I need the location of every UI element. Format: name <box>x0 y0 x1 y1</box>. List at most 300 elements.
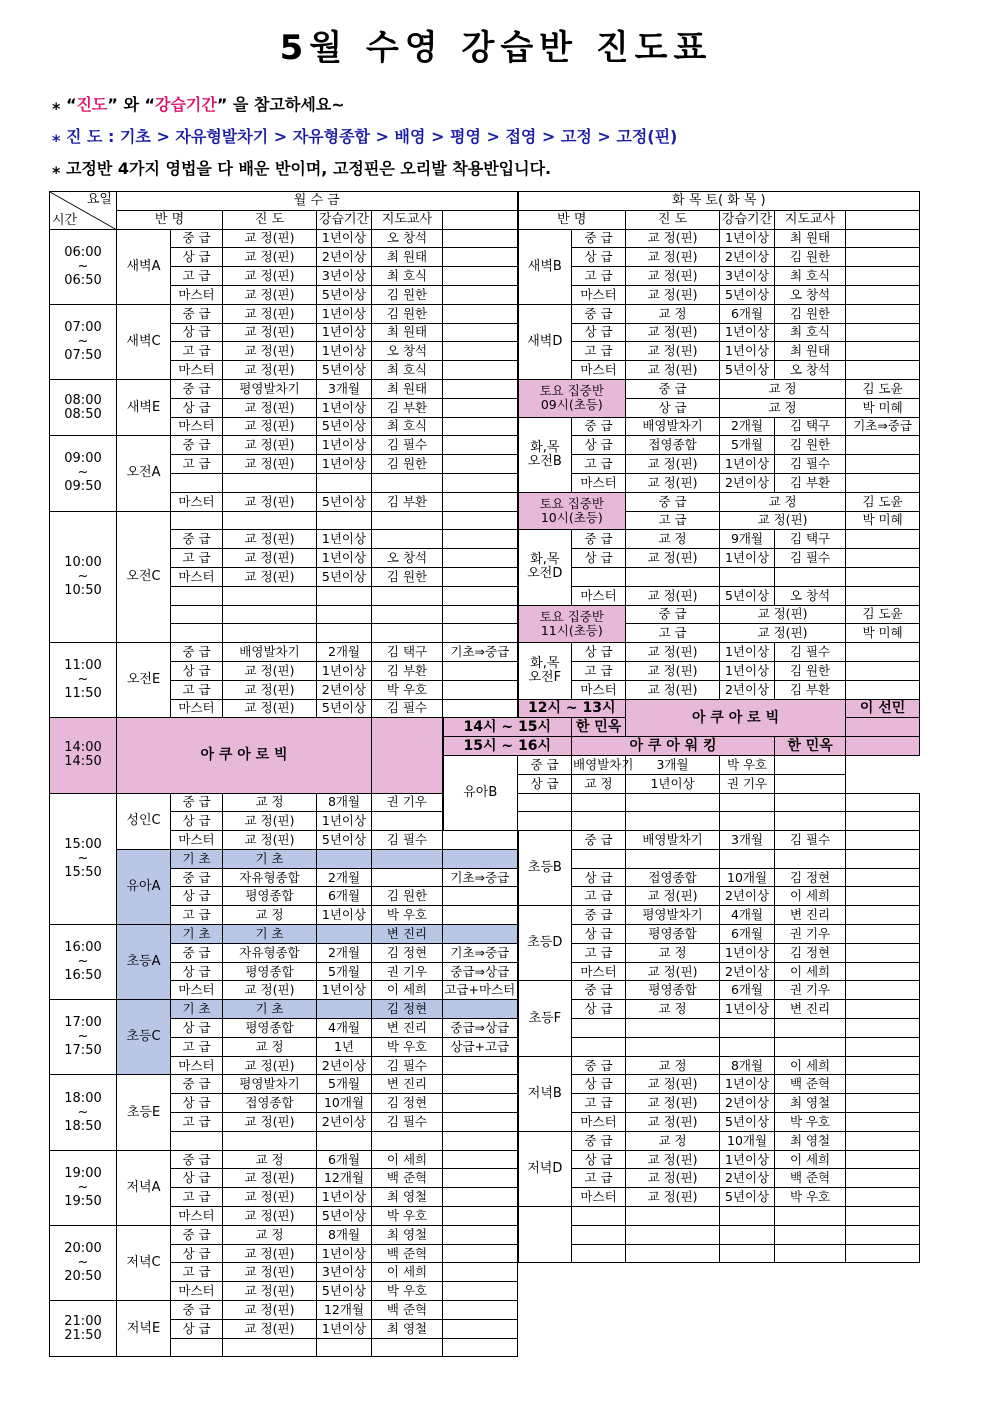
aqua-teacher: 한 민옥 <box>775 737 846 756</box>
class-name: 저녁A <box>117 1150 171 1225</box>
table-row <box>50 1019 920 1038</box>
teacher-cell: 김 정현 <box>372 1094 443 1113</box>
note-cell <box>846 643 920 662</box>
teacher-cell: 최 호식 <box>372 417 443 436</box>
progress-cell: 교 정(핀) <box>626 586 720 605</box>
level-cell: 마스터 <box>572 473 626 492</box>
note-cell <box>846 1094 920 1113</box>
level-cell: 상 급 <box>626 398 720 417</box>
aqua-program: 아 쿠 아 로 빅 <box>626 699 846 737</box>
note-cell <box>518 812 572 831</box>
progress-cell: 교 정(핀) <box>626 229 720 248</box>
level-cell: 기 초 <box>171 849 223 868</box>
period-cell <box>317 849 372 868</box>
progress-cell: 교 정(핀) <box>626 267 720 286</box>
level-cell: 상 급 <box>572 248 626 267</box>
period-cell: 1년이상 <box>317 1244 372 1263</box>
period-cell: 10개월 <box>720 868 775 887</box>
teacher-cell: 최 영철 <box>775 1094 846 1113</box>
teacher-cell: 박 미혜 <box>846 624 920 643</box>
table-row <box>50 511 920 530</box>
level-cell: 고 급 <box>171 1188 223 1207</box>
level-cell: 고 급 <box>171 906 223 925</box>
note-cell <box>443 285 518 304</box>
note-cell <box>443 549 518 568</box>
level-cell: 상 급 <box>171 1019 223 1038</box>
time-label: 시간 <box>52 212 78 228</box>
class-name <box>518 1207 572 1263</box>
teacher-cell: 백 준혁 <box>775 1075 846 1094</box>
note-1-mid: ” 와 “ <box>107 95 156 114</box>
progress-cell <box>223 1338 317 1357</box>
period-cell: 5년이상 <box>720 285 775 304</box>
col-progress-header: 진 도 <box>626 210 720 229</box>
table-row <box>50 1094 920 1113</box>
note-cell <box>443 605 518 624</box>
progress-cell: 교 정(핀) <box>626 1075 720 1094</box>
note-cell <box>846 586 920 605</box>
level-cell: 상 급 <box>171 887 223 906</box>
period-cell: 1년이상 <box>317 549 372 568</box>
period-cell: 2년이상 <box>317 680 372 699</box>
teacher-cell: 김 도윤 <box>846 379 920 398</box>
level-cell: 고 급 <box>572 887 626 906</box>
period-cell <box>317 511 372 530</box>
period-cell: 2년이상 <box>720 887 775 906</box>
table-row <box>50 1075 920 1094</box>
weekend-class: 토요 집중반 11시(초등) <box>518 605 626 643</box>
teacher-cell: 김 정현 <box>775 943 846 962</box>
period-cell <box>720 1207 775 1226</box>
period-cell: 5년이상 <box>317 699 372 718</box>
period-cell: 8개월 <box>720 1056 775 1075</box>
period-cell: 3년이상 <box>720 267 775 286</box>
period-cell: 1년이상 <box>720 943 775 962</box>
note-cell <box>846 1225 920 1244</box>
teacher-cell <box>775 1019 846 1038</box>
teacher-cell: 김 도윤 <box>846 492 920 511</box>
note-cell <box>443 1000 518 1019</box>
teacher-cell: 오 창석 <box>372 342 443 361</box>
progress-cell: 교 정 <box>223 906 317 925</box>
class-name: 화,목 오전D <box>518 530 572 605</box>
time-slot: 21:00 21:50 <box>50 1301 117 1357</box>
teacher-cell <box>372 1338 443 1357</box>
level-cell: 중 급 <box>572 417 626 436</box>
time-slot: 11:00 ~ 11:50 <box>50 643 117 718</box>
progress-cell: 교 정(핀) <box>720 605 846 624</box>
period-cell: 1년이상 <box>317 981 372 1000</box>
progress-cell: 교 정 <box>720 398 846 417</box>
level-cell: 중 급 <box>572 229 626 248</box>
day-label: 요일 <box>86 192 112 207</box>
table-row <box>50 699 920 718</box>
period-cell: 5년이상 <box>720 361 775 380</box>
note-cell <box>443 530 518 549</box>
period-cell: 9개월 <box>720 530 775 549</box>
teacher-cell <box>775 567 846 586</box>
level-cell: 중 급 <box>171 1075 223 1094</box>
period-cell: 10개월 <box>720 1131 775 1150</box>
level-cell: 마스터 <box>171 981 223 1000</box>
level-cell: 마스터 <box>171 699 223 718</box>
note-cell <box>443 849 518 868</box>
period-cell: 1년이상 <box>317 906 372 925</box>
level-cell: 마스터 <box>572 361 626 380</box>
level-cell: 고 급 <box>171 680 223 699</box>
period-cell: 1년이상 <box>720 1075 775 1094</box>
level-cell: 중 급 <box>572 1056 626 1075</box>
note-2: ⁎ 진 도 : 기초 > 자유형발차기 > 자유형종합 > 배영 > 평영 > 접영 > 고정 > 고정(핀) <box>52 127 678 146</box>
table-row <box>50 943 920 962</box>
level-cell: 중 급 <box>572 304 626 323</box>
class-name: 초등A <box>117 925 171 1000</box>
teacher-cell: 오 창석 <box>372 229 443 248</box>
level-cell: 상 급 <box>171 248 223 267</box>
note-cell <box>443 1338 518 1357</box>
level-cell: 중 급 <box>171 943 223 962</box>
period-cell: 6개월 <box>720 304 775 323</box>
period-cell <box>317 1131 372 1150</box>
note-cell <box>443 887 518 906</box>
level-cell: 고 급 <box>572 1094 626 1113</box>
teacher-cell: 최 원태 <box>775 342 846 361</box>
period-cell <box>317 925 372 944</box>
level-cell <box>572 812 626 831</box>
period-cell: 1년이상 <box>720 342 775 361</box>
teacher-cell: 오 창석 <box>372 549 443 568</box>
note-cell <box>846 473 920 492</box>
table-row <box>50 925 920 944</box>
progress-cell <box>626 812 720 831</box>
teacher-cell: 김 부환 <box>372 398 443 417</box>
note-cell: 기초⇒중급 <box>443 643 518 662</box>
period-cell: 1년이상 <box>720 323 775 342</box>
period-cell <box>317 624 372 643</box>
teacher-cell: 김 필수 <box>775 643 846 662</box>
table-row <box>50 248 920 267</box>
table-row <box>50 398 920 417</box>
progress-cell: 평영종합 <box>223 962 317 981</box>
teacher-cell: 김 필수 <box>372 831 443 850</box>
progress-cell: 교 정(핀) <box>223 680 317 699</box>
col-class-header: 반 명 <box>518 210 626 229</box>
note-cell <box>846 342 920 361</box>
time-slot: 10:00 ~ 10:50 <box>50 511 117 643</box>
note-cell <box>846 1075 920 1094</box>
note-cell <box>443 1150 518 1169</box>
time-slot: 18:00 ~ 18:50 <box>50 1075 117 1150</box>
progress-cell: 교 정(핀) <box>223 267 317 286</box>
time-slot: 08:00 08:50 <box>50 379 117 435</box>
teacher-cell: 최 원태 <box>775 229 846 248</box>
teacher-cell: 백 준혁 <box>372 1169 443 1188</box>
progress-cell: 교 정 <box>223 793 317 812</box>
teacher-cell: 백 준혁 <box>372 1301 443 1320</box>
aqua-time: 12시 ~ 13시 <box>518 699 626 718</box>
progress-cell: 교 정 <box>626 304 720 323</box>
progress-cell: 평영종합 <box>626 925 720 944</box>
level-cell: 중 급 <box>572 981 626 1000</box>
note-cell <box>443 304 518 323</box>
progress-cell: 배영발차기 <box>626 417 720 436</box>
level-cell: 상 급 <box>572 868 626 887</box>
level-cell <box>171 473 223 492</box>
teacher-cell: 김 정현 <box>372 1000 443 1019</box>
progress-cell: 교 정(핀) <box>223 831 317 850</box>
period-cell <box>317 1000 372 1019</box>
level-cell: 중 급 <box>171 530 223 549</box>
level-cell: 상 급 <box>171 398 223 417</box>
class-name: 유아A <box>117 849 171 924</box>
progress-cell: 교 정 <box>223 1225 317 1244</box>
note-cell <box>443 229 518 248</box>
teacher-cell: 김 택구 <box>775 530 846 549</box>
level-cell: 마스터 <box>572 680 626 699</box>
period-cell: 3개월 <box>317 379 372 398</box>
level-cell: 상 급 <box>171 661 223 680</box>
time-slot: 20:00 ~ 20:50 <box>50 1225 117 1300</box>
period-cell: 1년이상 <box>317 229 372 248</box>
note-cell <box>443 1263 518 1282</box>
note-cell <box>846 812 920 831</box>
class-name: 저녁E <box>117 1301 171 1357</box>
class-name: 새벽E <box>117 379 171 435</box>
teacher-cell: 최 호식 <box>372 361 443 380</box>
note-cell <box>846 567 920 586</box>
progress-cell: 교 정(핀) <box>720 624 846 643</box>
teacher-cell: 박 미혜 <box>846 398 920 417</box>
col-extra-header <box>443 210 518 229</box>
progress-cell <box>626 1244 720 1263</box>
level-cell: 상 급 <box>518 774 572 793</box>
level-cell: 중 급 <box>171 304 223 323</box>
note-cell <box>443 492 518 511</box>
progress-cell: 교 정 <box>626 1131 720 1150</box>
teacher-cell: 박 우호 <box>372 1207 443 1226</box>
note-cell <box>846 1037 920 1056</box>
period-cell: 2년이상 <box>720 680 775 699</box>
level-cell: 상 급 <box>572 436 626 455</box>
level-cell: 마스터 <box>572 1188 626 1207</box>
level-cell: 마스터 <box>171 285 223 304</box>
note-1-highlight-1: 진도 <box>76 95 108 114</box>
period-cell: 1년이상 <box>317 323 372 342</box>
note-cell <box>846 267 920 286</box>
class-name: 초등E <box>117 1075 171 1150</box>
note-cell <box>443 680 518 699</box>
teacher-cell <box>372 1131 443 1150</box>
period-cell: 1년이상 <box>317 304 372 323</box>
level-cell <box>171 511 223 530</box>
period-cell: 3개월 <box>626 755 720 774</box>
period-cell: 1년이상 <box>720 1150 775 1169</box>
note-cell <box>443 661 518 680</box>
teacher-cell: 이 세희 <box>372 1263 443 1282</box>
progress-cell: 교 정(핀) <box>223 1169 317 1188</box>
table-row <box>50 1188 920 1207</box>
progress-cell <box>626 567 720 586</box>
progress-cell <box>223 511 317 530</box>
progress-cell: 교 정(핀) <box>626 323 720 342</box>
teacher-cell: 박 우호 <box>372 1282 443 1301</box>
table-row <box>50 1037 920 1056</box>
level-cell <box>171 1338 223 1357</box>
period-cell: 5년이상 <box>720 1188 775 1207</box>
note-cell <box>846 436 920 455</box>
period-cell: 3개월 <box>720 831 775 850</box>
note-cell <box>846 1056 920 1075</box>
period-cell <box>720 849 775 868</box>
level-cell: 중 급 <box>626 492 720 511</box>
progress-cell: 교 정(핀) <box>626 342 720 361</box>
teacher-cell: 이 세희 <box>372 981 443 1000</box>
table-row <box>50 906 920 925</box>
level-cell: 고 급 <box>171 455 223 474</box>
progress-cell: 교 정(핀) <box>626 962 720 981</box>
table-row <box>50 1056 920 1075</box>
table-row <box>50 1131 920 1150</box>
table-row <box>50 586 920 605</box>
period-cell: 6개월 <box>720 981 775 1000</box>
level-cell: 마스터 <box>171 417 223 436</box>
progress-cell: 자유형종합 <box>223 868 317 887</box>
progress-cell: 교 정(핀) <box>626 1094 720 1113</box>
period-cell: 1년이상 <box>317 812 372 831</box>
note-cell: 기초⇒중급 <box>443 868 518 887</box>
level-cell: 고 급 <box>171 549 223 568</box>
level-cell <box>572 1037 626 1056</box>
level-cell: 상 급 <box>171 1094 223 1113</box>
level-cell: 중 급 <box>572 906 626 925</box>
period-cell: 1년이상 <box>317 661 372 680</box>
progress-cell <box>223 586 317 605</box>
right-days-header: 화 목 토( 화 목 ) <box>518 192 920 211</box>
level-cell: 상 급 <box>572 643 626 662</box>
progress-cell: 교 정(핀) <box>223 285 317 304</box>
time-slot: 15:00 ~ 15:50 <box>50 793 117 925</box>
teacher-cell: 권 기우 <box>720 774 775 793</box>
teacher-cell: 김 필수 <box>372 699 443 718</box>
class-name: 저녁B <box>518 1056 572 1131</box>
period-cell: 1년이상 <box>720 1000 775 1019</box>
level-cell: 고 급 <box>572 661 626 680</box>
table-row <box>50 680 920 699</box>
progress-cell <box>626 1037 720 1056</box>
level-cell <box>572 1019 626 1038</box>
progress-cell: 배영발차기 <box>626 831 720 850</box>
note-cell <box>443 1131 518 1150</box>
level-cell <box>171 624 223 643</box>
col-period-header: 강습기간 <box>720 210 775 229</box>
teacher-cell <box>775 849 846 868</box>
time-slot: 14:00 14:50 <box>50 718 117 793</box>
teacher-cell <box>372 849 443 868</box>
period-cell: 6개월 <box>720 925 775 944</box>
period-cell: 5년이상 <box>317 567 372 586</box>
level-cell: 상 급 <box>572 323 626 342</box>
class-name: 새벽A <box>117 229 171 304</box>
period-cell: 1년이상 <box>317 342 372 361</box>
level-cell: 중 급 <box>572 1131 626 1150</box>
level-cell: 고 급 <box>171 267 223 286</box>
period-cell: 10개월 <box>317 1094 372 1113</box>
note-cell <box>443 1094 518 1113</box>
period-cell: 1년이상 <box>720 455 775 474</box>
period-cell: 2년이상 <box>317 1113 372 1132</box>
teacher-cell: 이 세희 <box>775 1056 846 1075</box>
note-cell: 상급+고급 <box>443 1037 518 1056</box>
teacher-cell: 김 원한 <box>775 661 846 680</box>
teacher-cell: 이 세희 <box>775 1150 846 1169</box>
progress-cell: 교 정(핀) <box>223 661 317 680</box>
note-cell <box>443 455 518 474</box>
progress-cell: 접영종합 <box>626 868 720 887</box>
level-cell: 중 급 <box>626 379 720 398</box>
progress-cell: 교 정(핀) <box>223 1319 317 1338</box>
level-cell: 마스터 <box>171 492 223 511</box>
level-cell: 중 급 <box>572 530 626 549</box>
level-cell <box>171 586 223 605</box>
level-cell: 중 급 <box>171 1301 223 1320</box>
table-row <box>50 473 920 492</box>
teacher-cell: 김 택구 <box>775 417 846 436</box>
note-cell <box>443 417 518 436</box>
progress-cell: 교 정 <box>223 1150 317 1169</box>
table-row <box>50 1263 920 1282</box>
teacher-cell: 박 우호 <box>775 1188 846 1207</box>
note-cell <box>443 248 518 267</box>
table-row <box>50 436 920 455</box>
level-cell: 마스터 <box>572 962 626 981</box>
teacher-cell: 오 창석 <box>775 285 846 304</box>
teacher-cell <box>775 1244 846 1263</box>
note-cell <box>775 774 846 793</box>
teacher-cell: 김 원한 <box>372 285 443 304</box>
progress-cell: 배영발차기 <box>223 643 317 662</box>
progress-cell: 교 정(핀) <box>223 530 317 549</box>
period-cell: 5년이상 <box>317 1282 372 1301</box>
level-cell: 중 급 <box>572 831 626 850</box>
progress-cell: 교 정(핀) <box>223 323 317 342</box>
aqua-teacher: 이 선민 <box>846 699 920 718</box>
teacher-cell: 변 진리 <box>372 925 443 944</box>
note-cell <box>846 1000 920 1019</box>
level-cell: 고 급 <box>171 1263 223 1282</box>
period-cell: 4개월 <box>720 906 775 925</box>
period-cell: 2년이상 <box>720 1169 775 1188</box>
aqua-time: 15시 ~ 16시 <box>443 737 572 756</box>
teacher-cell: 오 창석 <box>775 586 846 605</box>
note-cell <box>846 323 920 342</box>
level-cell: 고 급 <box>572 1169 626 1188</box>
note-cell <box>443 267 518 286</box>
progress-cell: 교 정(핀) <box>223 304 317 323</box>
progress-cell: 기 초 <box>223 849 317 868</box>
progress-cell: 교 정(핀) <box>626 643 720 662</box>
schedule-body <box>50 192 920 1357</box>
level-cell: 마스터 <box>572 1113 626 1132</box>
level-cell: 기 초 <box>171 1000 223 1019</box>
table-row <box>50 1207 920 1226</box>
weekend-class: 토요 집중반 09시(초등) <box>518 379 626 417</box>
teacher-cell: 최 영철 <box>372 1319 443 1338</box>
aqua-teacher: 한 민옥 <box>572 718 626 737</box>
progress-cell: 교 정(핀) <box>626 1169 720 1188</box>
teacher-cell: 김 원한 <box>372 567 443 586</box>
note-cell <box>775 755 846 774</box>
note-cell <box>846 831 920 850</box>
